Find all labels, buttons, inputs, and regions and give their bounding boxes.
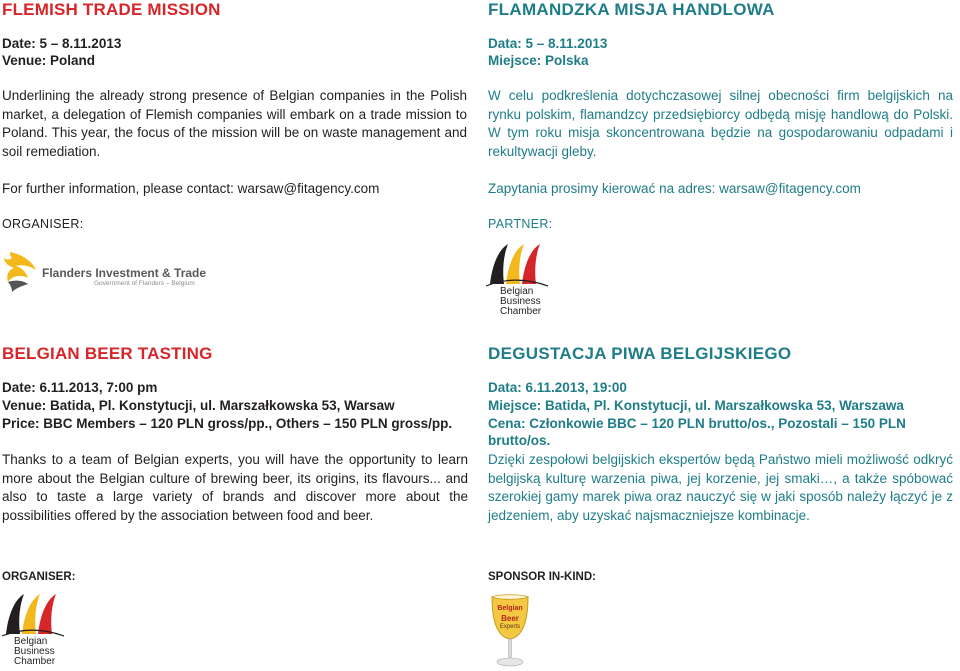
mission-pl-body: W celu podkreślenia dotychczasowej silnej obecności firm belgijskich na rynku polskim, flamandzcy przedsiębiorcy odbędą misję handlową do Polski. W tym roku misja skoncentrowana będzie na gospodarowaniu odpadami i rekultywacji gleby. (488, 88, 953, 159)
beer-experts-line1: Belgian (497, 605, 523, 612)
mission-en-venue: Venue: Poland (2, 53, 96, 68)
beer-pl-date: Data: 6.11.2013, 19:00 (488, 380, 627, 395)
bbc-partner-line2: Business (500, 296, 541, 307)
bbc-organiser-line3: Chamber (14, 656, 56, 667)
mission-en-title: FLEMISH TRADE MISSION (2, 0, 221, 19)
beer-pl-body: Dzięki zespołowi belgijskich ekspertów będą Państwo mieli możliwość odkryć belgijską kulturę warzenia piwa, jej korzenie, jej smaki…, a także spóbować szerokiej gamy marek piwa oraz nauczyć się w jaki sposób należy łączyć je z jedzeniem, aby uzyskać najsmaczniejsze kombinacje. (488, 452, 953, 523)
flanders-logo-name: Flanders Investment & Trade (42, 266, 207, 280)
mission-en-body: Underlining the already strong presence of Belgian companies in the Polish market, a delegation of Flemish companies will embark on a trade mission to Poland. This year, the focus of the mission will be on waste management and soil remediation. (2, 88, 467, 159)
bbc-flag-icon (2, 590, 64, 638)
beer-en-venue: Venue: Batida, Pl. Konstytucji, ul. Marszałkowska 53, Warsaw (2, 398, 395, 413)
organiser-label-beer: ORGANISER: (2, 571, 76, 583)
flanders-investment-trade-logo (2, 250, 207, 295)
bbc-organiser-line2: Business (14, 646, 55, 657)
beer-en-price: Price: BBC Members – 120 PLN gross/pp., Others – 150 PLN gross/pp. (2, 416, 453, 431)
flanders-lion-icon (2, 250, 42, 294)
organiser-label-mission: ORGANISER: (2, 217, 84, 231)
beer-pl-price: Cena: Członkowie BBC – 120 PLN brutto/os., Pozostali – 150 PLN brutto/os. (488, 416, 906, 448)
bbc-logo-partner (486, 240, 556, 315)
bbc-logo-organiser (2, 590, 72, 668)
beer-en-body: Thanks to a team of Belgian experts, you will have the opportunity to learn more about the Belgian culture of brewing beer, its origins, its flavours... and also to taste a large variety of brands and discover more about the possibilities offered by the association between food and beer. (2, 452, 468, 523)
beer-en-date: Date: 6.11.2013, 7:00 pm (2, 380, 158, 395)
mission-en-contact: For further information, please contact: warsaw@fitagency.com (2, 181, 380, 196)
belgian-beer-experts-logo (488, 593, 532, 669)
beer-pl-title: DEGUSTACJA PIWA BELGIJSKIEGO (488, 344, 792, 363)
beer-pl-venue: Miejsce: Batida, Pl. Konstytucji, ul. Marszałkowska 53, Warszawa (488, 398, 904, 413)
bbc-partner-line3: Chamber (500, 306, 542, 317)
partner-label: PARTNER: (488, 217, 553, 231)
mission-en-date: Date: 5 – 8.11.2013 (2, 36, 122, 51)
mission-pl-title: FLAMANDZKA MISJA HANDLOWA (488, 0, 775, 19)
beer-experts-line2: Beer (501, 614, 519, 623)
bbc-organiser-line1: Belgian (14, 636, 48, 647)
mission-pl-venue: Miejsce: Polska (488, 53, 589, 68)
beer-experts-line3: Experts (499, 624, 521, 630)
mission-pl-date: Data: 5 – 8.11.2013 (488, 36, 608, 51)
beer-en-title: BELGIAN BEER TASTING (2, 344, 213, 363)
mission-pl-contact: Zapytania prosimy kierować na adres: warsaw@fitagency.com (488, 181, 861, 196)
bbc-partner-line1: Belgian (500, 286, 534, 297)
sponsor-label: SPONSOR IN-KIND: (488, 571, 596, 583)
flanders-logo-sub: Government of Flanders – Belgium (94, 280, 195, 287)
bbc-flag-icon (486, 240, 548, 288)
